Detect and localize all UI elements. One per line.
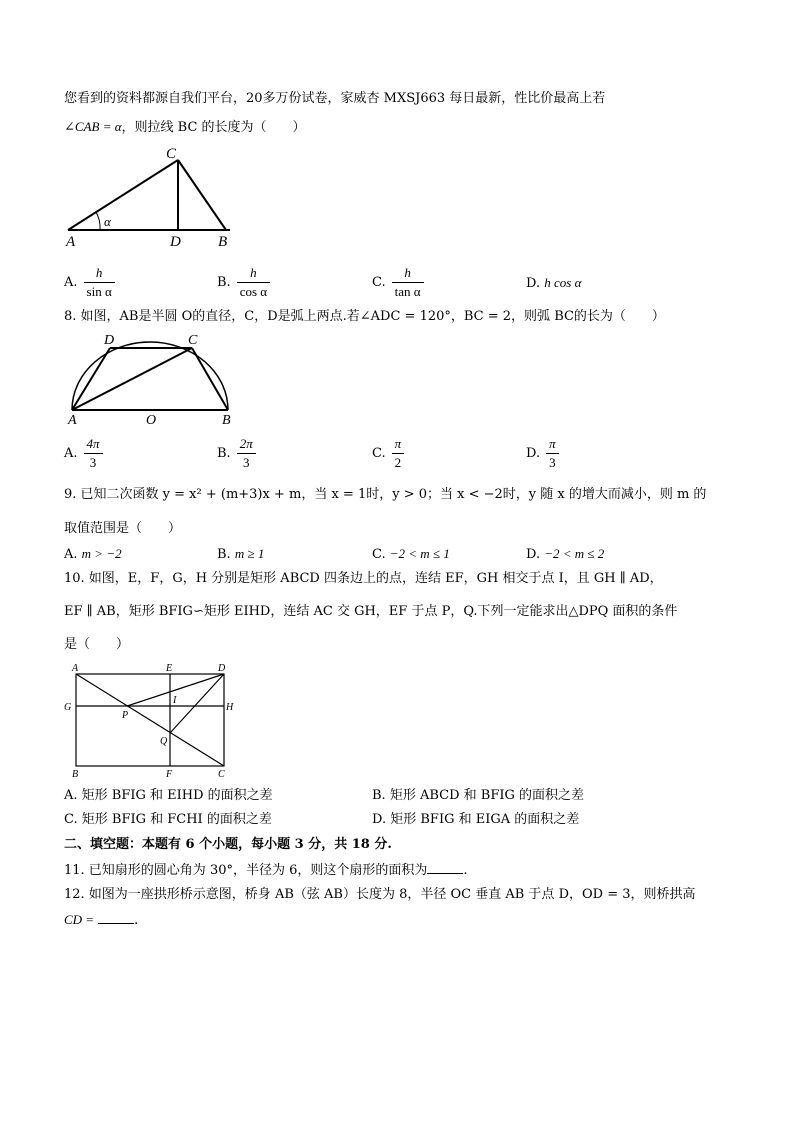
q8-option-b[interactable]: B. $\frac{2\pi}{3}$ xyxy=(217,435,256,472)
q9-option-c[interactable]: C. −2 < m ≤ 1 xyxy=(372,546,450,562)
q10-label-p: P xyxy=(122,710,129,721)
q9-option-b[interactable]: B. m ≥ 1 xyxy=(217,546,265,562)
q7-option-d[interactable]: D. h cos α xyxy=(526,275,582,291)
q8-label-b: B xyxy=(222,413,231,428)
q10-label-e: E xyxy=(166,663,173,674)
q9-option-d[interactable]: D. −2 < m ≤ 2 xyxy=(526,546,605,562)
q10-stem-2: EF ∥ AB，矩形 BFIG∽矩形 EIHD，连结 AC 交 GH，EF 于点 P，Q.下列一定能求出△DPQ 面积的条件 xyxy=(64,604,678,619)
q10-stem-3: 是（ ） xyxy=(64,637,130,652)
q8-option-d[interactable]: D. $\frac{\pi}{3}$ xyxy=(526,435,559,472)
q7-stem xyxy=(64,118,306,137)
q7-option-a[interactable]: A. $\frac{h}{\text{sin α}}$ xyxy=(64,264,115,301)
q9-option-a[interactable]: A. m > −2 xyxy=(64,546,122,562)
q8-option-a[interactable]: A. $\frac{4\pi}{3}$ xyxy=(64,435,103,472)
q10-label-d: D xyxy=(218,663,226,674)
q7-label-b: B xyxy=(218,234,228,250)
q7-figure xyxy=(60,142,240,250)
q7-label-alpha: α xyxy=(104,214,111,229)
q10-option-d[interactable]: D. 矩形 BFIG 和 EIGA 的面积之差 xyxy=(372,812,580,827)
q8-label-d: D xyxy=(104,333,115,348)
q10-option-b[interactable]: B. 矩形 ABCD 和 BFIG 的面积之差 xyxy=(372,788,585,803)
q10-label-q: Q xyxy=(160,736,168,747)
q8-figure xyxy=(62,330,242,428)
q7-option-c[interactable]: C. $\frac{h}{\text{tan α}}$ xyxy=(372,264,424,301)
q8-option-c[interactable]: C. $\frac{\pi}{2}$ xyxy=(372,435,404,472)
q8-stem: 8. 如图，AB是半圆 O的直径，C，D是弧上两点.若∠ADC = 120°，BC = 2，则弧 BC的长为（ ） xyxy=(64,309,665,324)
q9-stem-2: 取值范围是（ ） xyxy=(64,521,182,536)
q10-figure xyxy=(60,660,240,780)
q10-option-c[interactable]: C. 矩形 BFIG 和 FCHI 的面积之差 xyxy=(64,812,272,827)
q10-label-b: B xyxy=(72,769,79,780)
q7-label-c: C xyxy=(166,146,177,162)
q10-label-f: F xyxy=(166,769,173,780)
q7-angle: ∠CAB = α xyxy=(64,119,122,134)
q11-stem: 11. 已知扇形的圆心角为 30°，半径为 6，则这个扇形的面积为 . xyxy=(64,863,468,878)
q10-label-h: H xyxy=(226,702,234,713)
q8-label-c: C xyxy=(188,333,198,348)
q10-label-a: A xyxy=(72,663,79,674)
q7-stem-rest: ，则拉线 BC 的长度为（ ） xyxy=(121,120,306,135)
q7-label-a: A xyxy=(66,234,76,250)
q8-label-a: A xyxy=(68,413,77,428)
q7-option-b[interactable]: B. $\frac{h}{\text{cos α}}$ xyxy=(217,264,270,301)
header-line: 您看到的资料都源自我们平台，20多万份试卷，家威杏 MXSJ663 每日最新，性比价最高上若 xyxy=(64,91,606,106)
q10-option-a[interactable]: A. 矩形 BFIG 和 EIHD 的面积之差 xyxy=(64,788,273,803)
q10-stem-1: 10. 如图，E，F，G，H 分别是矩形 ABCD 四条边上的点，连结 EF，GH 相交于点 I，且 GH ∥ AD， xyxy=(64,571,663,586)
q7-label-d: D xyxy=(170,234,181,250)
q11-answer-blank[interactable] xyxy=(427,861,463,874)
q10-label-c: C xyxy=(218,769,225,780)
q10-label-g: G xyxy=(64,702,72,713)
q10-label-i: I xyxy=(173,695,177,706)
q12-stem-1: 12. 如图为一座拱形桥示意图，桥身 AB（弦 AB）长度为 8，半径 OC 垂直 AB 于点 D，OD = 3，则桥拱高 xyxy=(64,887,696,902)
section-2-heading: 二、填空题：本题有 6 个小题，每小题 3 分，共 18 分. xyxy=(64,837,392,852)
q12-stem-2: CD = . xyxy=(64,912,139,928)
q12-answer-blank[interactable] xyxy=(98,911,134,924)
q9-stem-1: 9. 已知二次函数 y = x² + (m+3)x + m，当 x = 1时，y > 0；当 x < −2时，y 随 x 的增大而减小，则 m 的 xyxy=(64,487,707,502)
q8-label-o: O xyxy=(146,413,157,428)
